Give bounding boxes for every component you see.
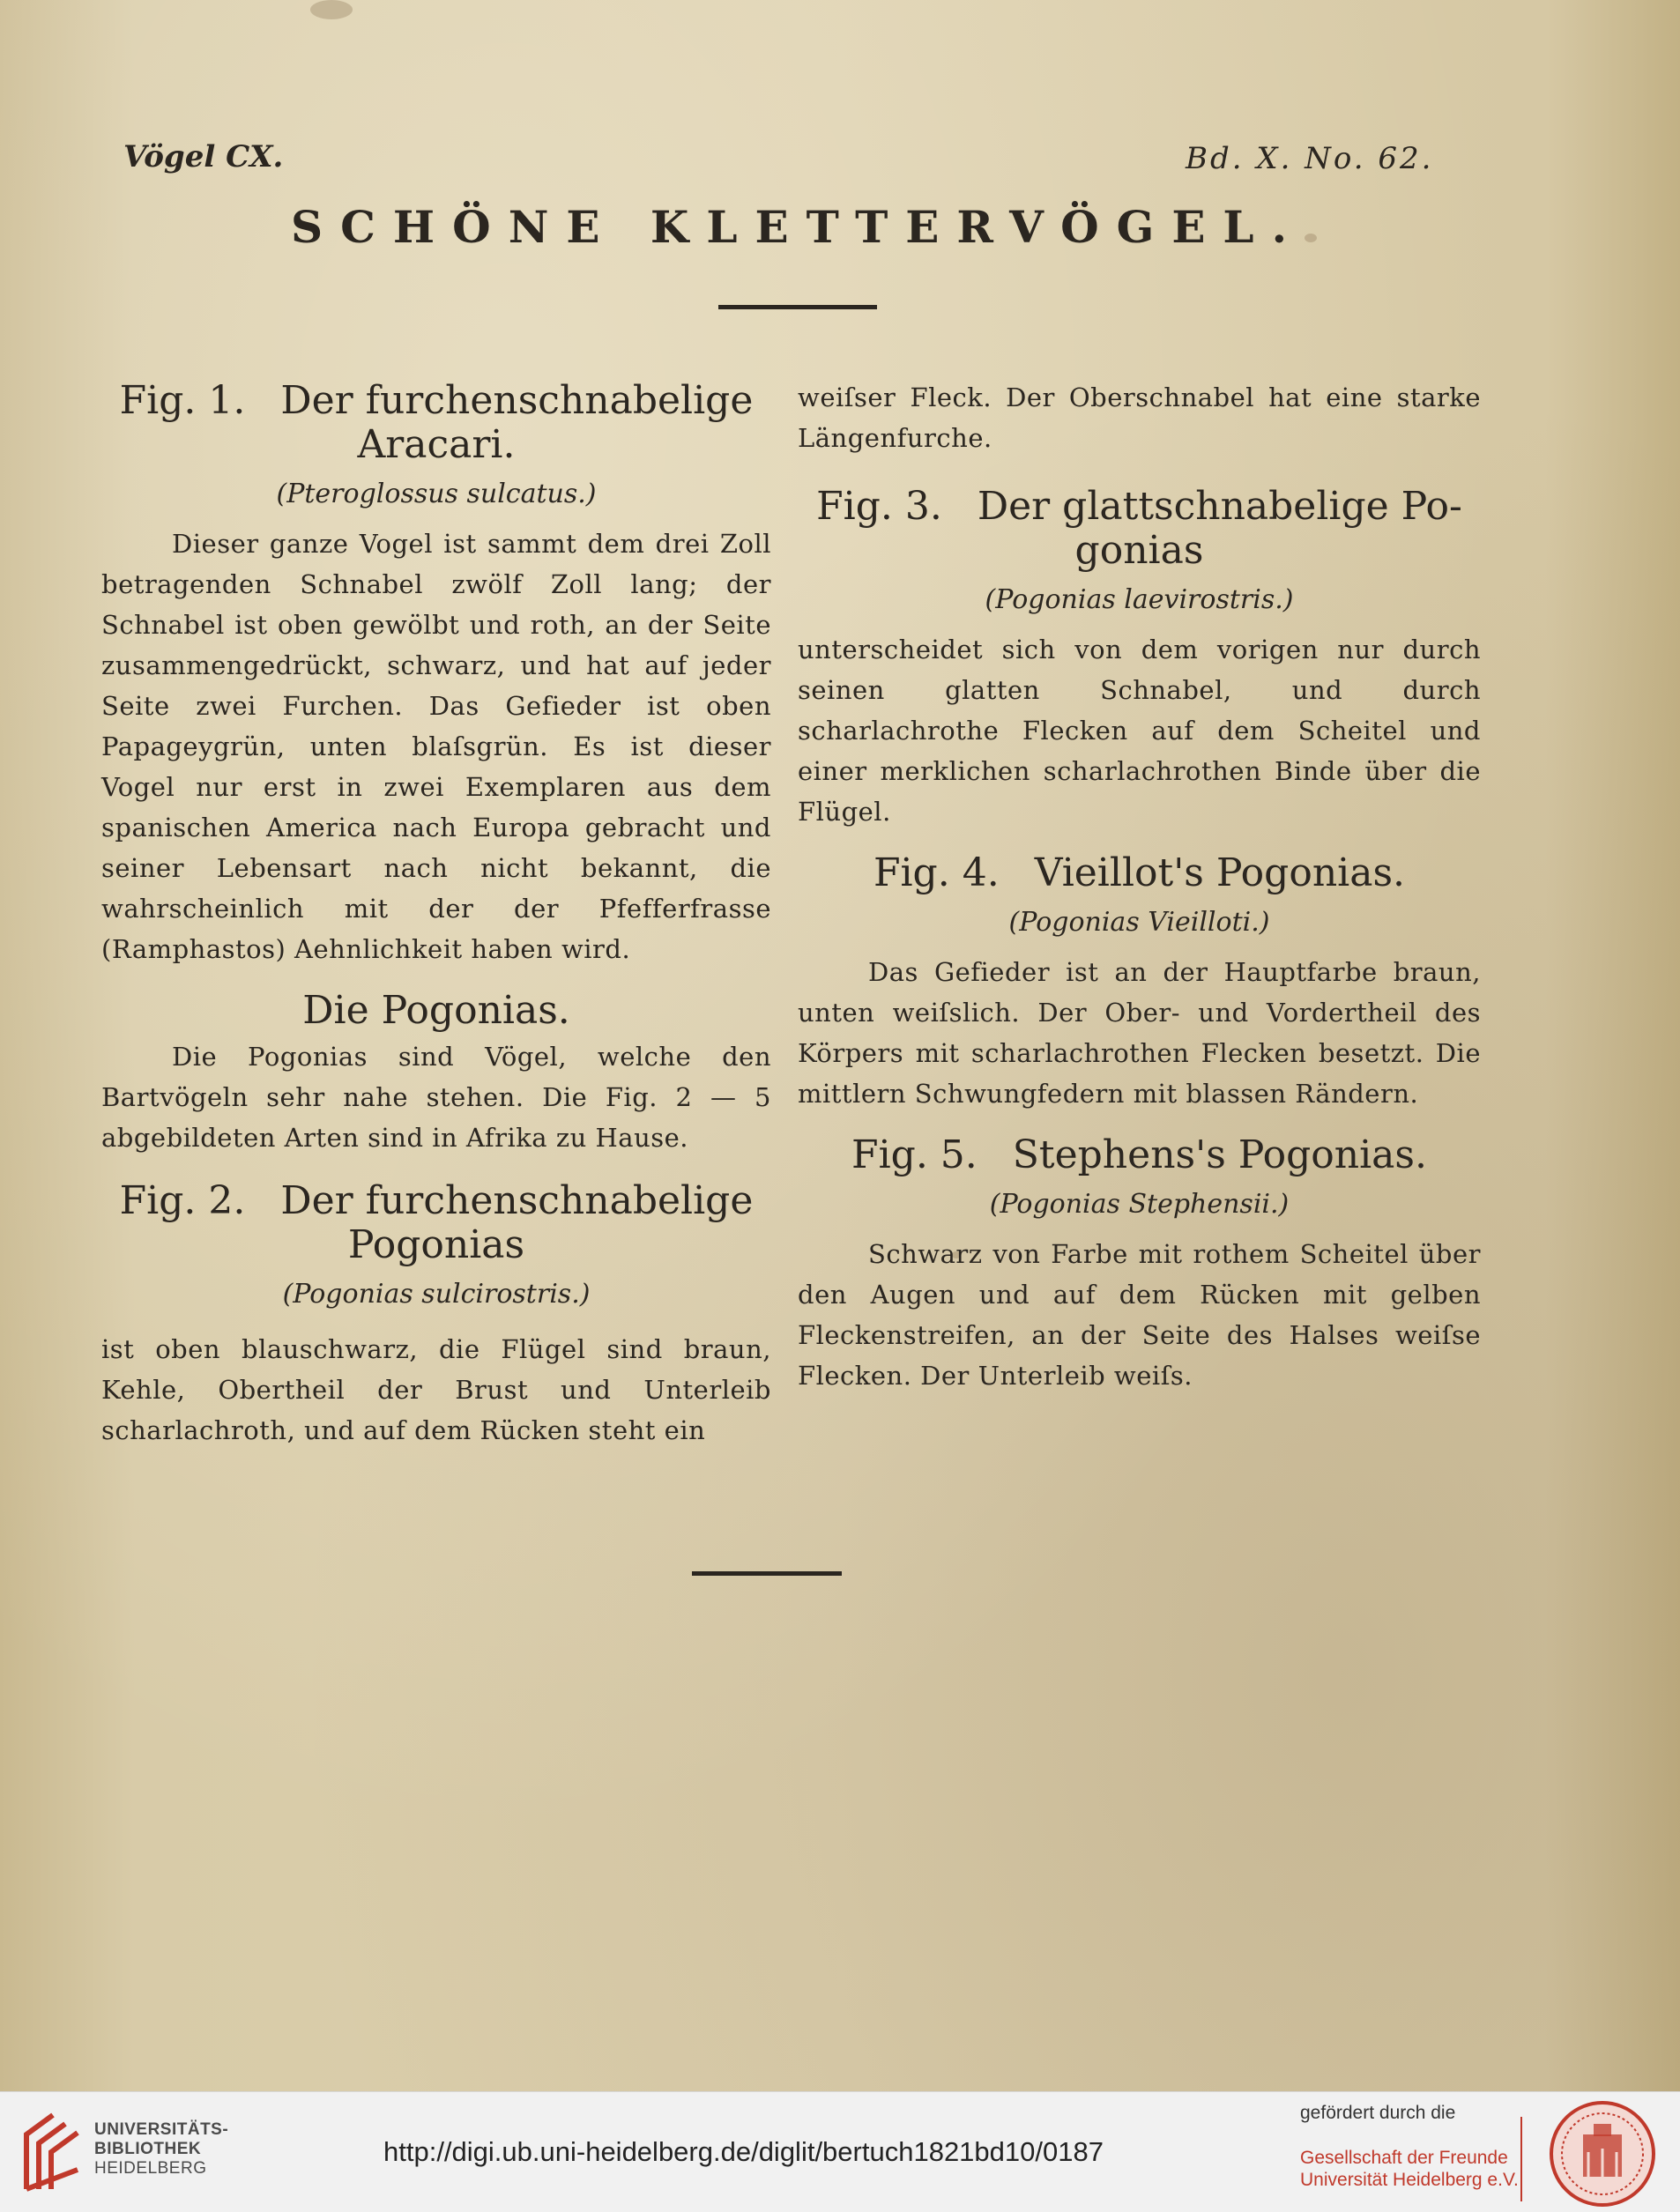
fig5-heading [798,1133,1481,1177]
fig2-section [101,1179,771,1451]
permalink-url[interactable]: http://digi.ub.uni-heidelberg.de/diglit/bertuch1821bd10/0187 [383,2136,1104,2167]
fig4-description: Das Gefieder ist an der Hauptfarbe braun, unten weiſslich. Der Ober- und Vordertheil des Körpers mit scharlachrothen Flecken besetzt. Die mittlern Schwungfedern mit blassen Rändern. [798,957,1481,1109]
fig4-name: Vieillot's Pogonias. [1034,850,1406,895]
fig2-name-line1: Der furchenschnabelige [280,1178,754,1223]
fig4-latin-name: (Pogonias Vieilloti.) [1008,907,1270,938]
header-left: Vögel CX. [123,139,284,174]
society-name [1300,2147,1519,2191]
pogonias-description: Die Pogonias sind Vögel, welche den Bartvögeln sehr nahe stehen. Die Fig. 2 — 5 abgebildeten Arten sind in Afrika zu Hause. [101,1042,771,1153]
footer-divider [1520,2117,1522,2201]
fig3-section [798,485,1481,832]
fig3-heading [798,485,1481,573]
fig2-name-line2: Pogonias [347,1222,525,1267]
left-column [101,379,771,1451]
pogonias-section [101,988,771,1158]
fig3-latin-name: (Pogonias laevirostris.) [985,584,1294,615]
fig1-section [101,379,771,969]
university-seal-icon [1548,2099,1657,2208]
title-rule [718,305,877,309]
fig4-number: Fig. 4. [873,850,1000,895]
paper-stain [1305,234,1317,242]
fig3-name-line1: Der glattschnabelige Po- [977,484,1462,529]
fig5-latin-name: (Pogonias Stephensii.) [989,1189,1290,1220]
society-name-line2: Universität Heidelberg e.V. [1300,2170,1519,2190]
fig1-name-line2: Aracari. [357,422,516,467]
page-title: SCHÖNE KLETTERVÖGEL. [291,201,1305,253]
fig5-description: Schwarz von Farbe mit rothem Scheitel über den Augen und auf dem Rücken mit gelben Fleckenstreifen, an der Seite des Halses weiſse Flecken. Der Unterleib weiſs. [798,1239,1481,1391]
fig1-latin-name: (Pteroglossus sulcatus.) [276,479,597,509]
paper-stain [310,0,353,19]
university-library-logo-icon [18,2108,86,2196]
university-name-line2: BIBLIOTHEK [94,2140,202,2158]
fig5-name: Stephens's Pogonias. [1012,1132,1427,1177]
fig3-description: unterscheidet sich von dem vorigen nur durch seinen glatten Schnabel, und durch scharlachrothe Flecken auf dem Scheitel und einer merklichen scharlachrothen Binde über die Flügel. [798,635,1481,827]
university-name-line1: UNIVERSITÄTS- [94,2120,229,2139]
fig1-number: Fig. 1. [119,378,246,423]
fig2-description: ist oben blauschwarz, die Flügel sind braun, Kehle, Obertheil der Brust und Unterleib scharlachroth, und auf dem Rücken steht ein [101,1334,771,1445]
header-right: Bd. X. No. 62. [1186,141,1434,176]
university-name-line3: HEIDELBERG [94,2159,207,2178]
fig1-heading [101,379,771,467]
fig1-description: Dieser ganze Vogel ist sammt dem drei Zoll betragenden Schnabel zwölf Zoll lang; der Schnabel ist oben gewölbt und roth, an der Seite zusammengedrückt, schwarz, und hat auf jeder Seite zwei Furchen. Das Gefieder ist oben Papageygrün, unten blaſsgrün. Es ist dieser Vogel nur erst in zwei Exemplaren aus dem spanischen America nach Europa gebracht und seiner Lebensart nach nicht bekannt, die wahrscheinlich mit der der Pfefferfrasse (Ramphastos) Aehnlichkeit haben wird. [101,529,771,964]
society-name-line1: Gesellschaft der Freunde [1300,2148,1508,2168]
footer-bar [0,2091,1680,2212]
fig3-name-line2: gonias [1074,528,1204,573]
funded-by-text: gefördert durch die [1300,2103,1456,2123]
fig2-latin-name: (Pogonias sulcirostris.) [282,1279,591,1310]
fig2-number: Fig. 2. [119,1178,246,1223]
right-column [798,377,1481,1396]
university-library-name [94,2120,228,2179]
fig2-continuation: weiſser Fleck. Der Oberschnabel hat eine starke Längenfurche. [798,382,1481,453]
fig5-number: Fig. 5. [851,1132,978,1177]
fig4-heading [798,851,1481,895]
pogonias-title: Die Pogonias. [302,988,570,1033]
fig5-section [798,1133,1481,1396]
fig1-name-line1: Der furchenschnabelige [280,378,754,423]
fig2-heading [101,1179,771,1267]
fig3-number: Fig. 3. [816,484,942,529]
closing-rule [692,1571,842,1576]
fig4-section [798,851,1481,1114]
